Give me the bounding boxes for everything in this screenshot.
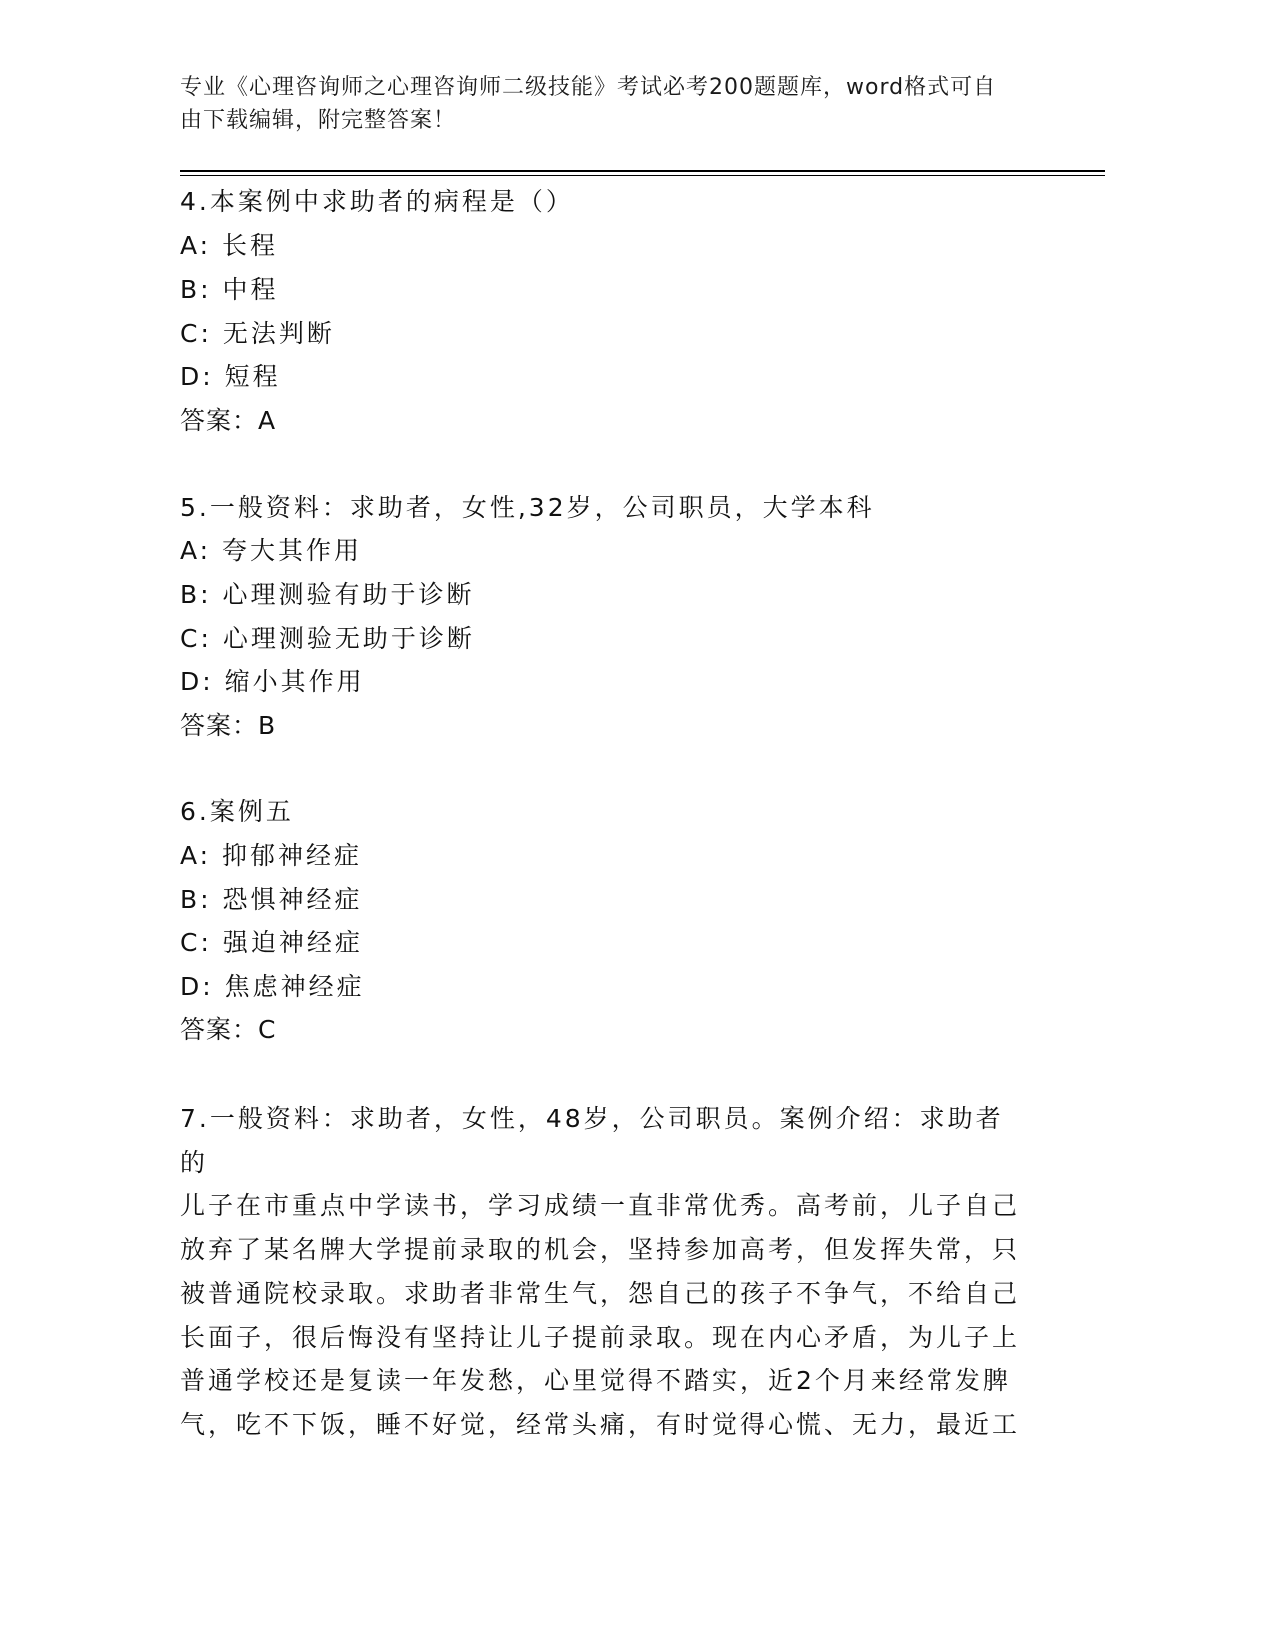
question-7-line-4: 被普通院校录取。求助者非常生气，怨自己的孩子不争气，不给自己 xyxy=(180,1278,1021,1308)
question-4-option-a: A: 长程 xyxy=(180,231,279,260)
header-line-1: 专业《心理咨询师之心理咨询师二级技能》考试必考200题题库，word格式可自 xyxy=(180,75,997,100)
question-4-option-c: C: 无法判断 xyxy=(180,319,335,348)
question-7-paragraph xyxy=(180,1097,1030,1447)
question-6-stem: 6.案例五 xyxy=(180,797,294,826)
header-divider-thin xyxy=(180,175,1105,176)
question-5-option-b: B: 心理测验有助于诊断 xyxy=(180,580,475,609)
question-7-line-6: 普通学校还是复读一年发愁，心里觉得不踏实，近2个月来经常发脾 xyxy=(180,1366,1011,1396)
question-4-option-d: D: 短程 xyxy=(180,362,281,391)
question-6-option-a: A: 抑郁神经症 xyxy=(180,841,363,870)
question-7-line-1: 7.一般资料：求助者，女性，48岁，公司职员。案例介绍：求助者的 xyxy=(180,1104,1004,1177)
question-4-answer: 答案：A xyxy=(180,406,277,435)
header-line-2: 由下载编辑，附完整答案！ xyxy=(180,108,457,133)
question-4-option-b: B: 中程 xyxy=(180,275,279,304)
header-divider-thick xyxy=(180,170,1105,172)
question-5-option-a: A: 夸大其作用 xyxy=(180,536,363,565)
question-7-line-2: 儿子在市重点中学读书，学习成绩一直非常优秀。高考前，儿子自己 xyxy=(180,1191,1021,1221)
question-6-option-c: C: 强迫神经症 xyxy=(180,928,363,957)
question-7-line-5: 长面子，很后悔没有坚持让儿子提前录取。现在内心矛盾，为儿子上 xyxy=(180,1322,1021,1352)
question-6-option-d: D: 焦虑神经症 xyxy=(180,972,365,1001)
question-7-line-3: 放弃了某名牌大学提前录取的机会，坚持参加高考，但发挥失常，只 xyxy=(180,1235,1021,1265)
question-6-answer: 答案：C xyxy=(180,1015,277,1044)
question-5-option-d: D: 缩小其作用 xyxy=(180,667,365,696)
question-6-option-b: B: 恐惧神经症 xyxy=(180,885,363,914)
question-5-answer: 答案：B xyxy=(180,711,277,740)
question-5-stem: 5.一般资料：求助者，女性,32岁，公司职员，大学本科 xyxy=(180,493,875,522)
question-4-stem: 4.本案例中求助者的病程是（） xyxy=(180,187,574,216)
document-header xyxy=(180,71,1030,137)
question-5-option-c: C: 心理测验无助于诊断 xyxy=(180,624,475,653)
question-7-line-7: 气，吃不下饭，睡不好觉，经常头痛，有时觉得心慌、无力，最近工 xyxy=(180,1409,1021,1439)
